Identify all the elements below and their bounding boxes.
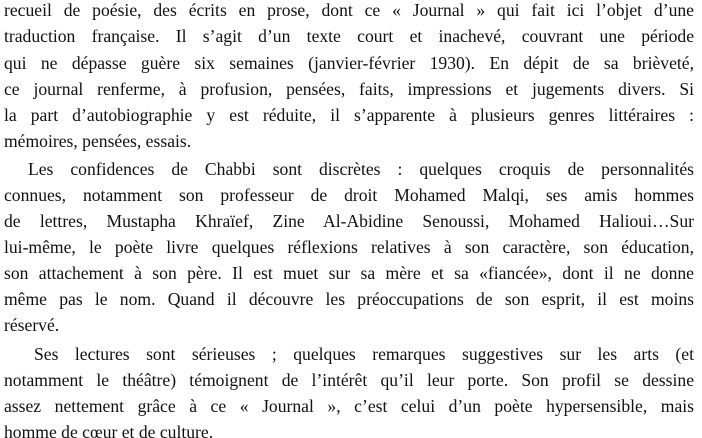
paragraph-1-line-2: traduction française. Il s’agit d’un texte court et inachevé, couvrant une période <box>4 26 694 46</box>
paragraph-2-line-2: connues, notamment son professeur de droit Mohamed Malqi, ses amis hommes <box>4 185 694 205</box>
paragraph-3-line-2: notamment le théâtre) témoignent de l’intérêt qu’il leur porte. Son profil se dessine <box>4 370 694 390</box>
paragraph-1-line-4: ce journal renferme, à profusion, pensées, faits, impressions et jugements divers. Si <box>4 79 694 99</box>
paragraph-2-line-7: réservé. <box>4 315 60 335</box>
paragraph-3-line-1: Ses lectures sont sérieuses ; quelques remarques suggestives sur les arts (et <box>34 344 694 364</box>
paragraph-3-line-4: homme de cœur et de culture. <box>4 422 214 438</box>
paragraph-2-line-4: lui-même, le poète livre quelques réflexions relatives à son caractère, son éducation, <box>4 237 694 257</box>
paragraph-1-line-3: qui ne dépasse guère six semaines (janvier-février 1930). En dépit de sa brièveté, <box>4 53 694 73</box>
paragraph-1-line-5: la part d’autobiographie y est réduite, il s’apparente à plusieurs genres littéraires : <box>4 105 694 125</box>
paragraph-1-line-1: recueil de poésie, des écrits en prose, dont ce « Journal » qui fait ici l’objet d’une <box>4 0 694 20</box>
paragraph-2-line-3: de lettres, Mustapha Khraïef, Zine Al-Abidine Senoussi, Mohamed Halioui…Sur <box>4 211 694 231</box>
paragraph-2-line-1: Les confidences de Chabbi sont discrètes : quelques croquis de personnalités <box>28 159 694 179</box>
document-page <box>4 0 694 438</box>
paragraph-2-line-5: son attachement à son père. Il est muet sur sa mère et sa «fiancée», dont il ne donne <box>4 263 694 283</box>
paragraph-2-line-6: même pas le nom. Quand il découvre les préoccupations de son esprit, il est moins <box>4 289 694 309</box>
paragraph-1-line-6: mémoires, pensées, essais. <box>4 131 192 151</box>
paragraph-3-line-3: assez nettement grâce à ce « Journal », c’est celui d’un poète hypersensible, mais <box>4 396 694 416</box>
